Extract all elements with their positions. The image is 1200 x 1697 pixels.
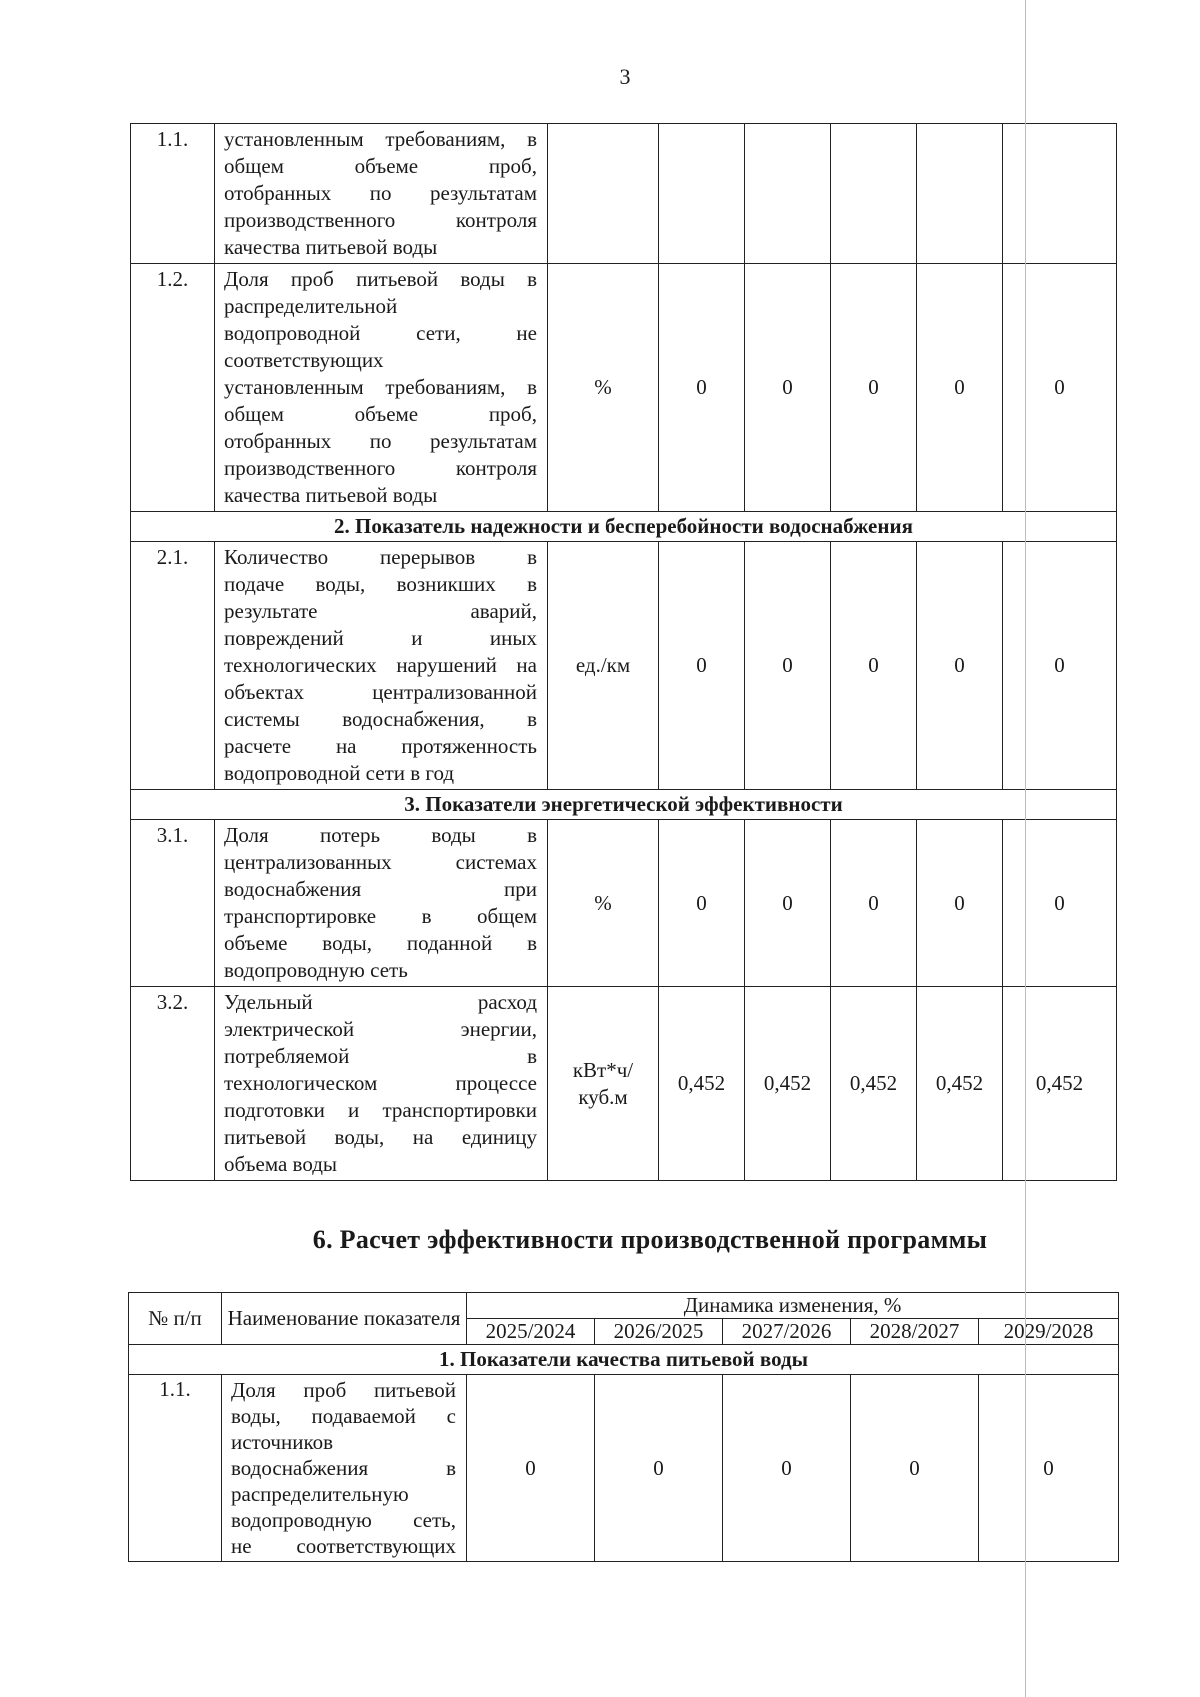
desc-line: питьевой воды, на единицу: [224, 1125, 537, 1149]
table-row: [131, 124, 1117, 264]
section-header-row: [131, 512, 1117, 542]
desc-line: технологических нарушений на: [224, 653, 537, 677]
desc-line: потребляемой в: [224, 1044, 537, 1068]
desc-line: водопроводной сети, не: [224, 321, 537, 345]
desc-line: производственного контроля: [224, 456, 537, 480]
row-number: 3.1.: [131, 820, 215, 987]
efficiency-table: [128, 1292, 1119, 1562]
value-cell: 0: [917, 542, 1003, 790]
desc-line: водопроводной сети в год: [224, 761, 455, 785]
row-description: [215, 987, 548, 1181]
desc-line: установленным требованиям, в: [224, 127, 537, 151]
desc-line: водопроводную сеть,: [231, 1508, 456, 1532]
unit-cell: кВт*ч/ куб.м: [548, 987, 659, 1181]
binding-line: [1025, 0, 1026, 1697]
header-period: 2026/2025: [595, 1319, 723, 1345]
desc-line: расчете на протяженность: [224, 734, 537, 758]
unit-cell: ед./км: [548, 542, 659, 790]
header-dynamics: Динамика изменения, %: [467, 1293, 1119, 1319]
desc-line: не соответствующих: [231, 1534, 456, 1558]
desc-line: результате аварий,: [224, 599, 537, 623]
value-cell: 0: [1003, 542, 1117, 790]
header-period: 2029/2028: [979, 1319, 1119, 1345]
desc-line: Удельный расход: [224, 990, 537, 1014]
section-6-title: 6. Расчет эффективности производственной программы: [312, 1225, 988, 1254]
table-row: [129, 1375, 1119, 1562]
desc-line: установленным требованиям, в: [224, 375, 537, 399]
desc-line: Доля проб питьевой: [231, 1378, 456, 1402]
desc-line: качества питьевой воды: [224, 235, 438, 259]
value-cell: 0: [659, 820, 745, 987]
desc-line: соответствующих: [224, 348, 384, 372]
table-row: [131, 542, 1117, 790]
header-name: Наименование показателя: [222, 1293, 467, 1345]
table-row: [131, 264, 1117, 512]
desc-line: объектах централизованной: [224, 680, 537, 704]
row-number: 3.2.: [131, 987, 215, 1181]
table-row: [131, 820, 1117, 987]
desc-line: водоснабжения при: [224, 877, 537, 901]
row-number: 2.1.: [131, 542, 215, 790]
desc-line: объеме воды, поданной в: [224, 931, 537, 955]
desc-line: качества питьевой воды: [224, 483, 438, 507]
desc-line: подаче воды, возникших в: [224, 572, 537, 596]
value-cell: [917, 124, 1003, 264]
value-cell: [1003, 124, 1117, 264]
header-number: № п/п: [129, 1293, 222, 1345]
desc-line: Количество перерывов в: [224, 545, 537, 569]
section-header: 3. Показатели энергетической эффективности: [131, 790, 1117, 820]
value-cell: 0: [595, 1375, 723, 1562]
value-cell: 0: [917, 264, 1003, 512]
desc-line: централизованных системах: [224, 850, 537, 874]
desc-line: распределительную: [231, 1482, 409, 1506]
value-cell: 0: [831, 820, 917, 987]
value-cell: 0: [1003, 264, 1117, 512]
unit-cell: %: [548, 264, 659, 512]
desc-line: общем объеме проб,: [224, 154, 537, 178]
row-description: [215, 820, 548, 987]
value-cell: 0,452: [745, 987, 831, 1181]
desc-line: водопроводную сеть: [224, 958, 408, 982]
value-cell: 0,452: [659, 987, 745, 1181]
page-number: 3: [619, 64, 631, 89]
value-cell: 0: [723, 1375, 851, 1562]
value-cell: 0: [979, 1375, 1119, 1562]
value-cell: 0: [745, 264, 831, 512]
desc-line: объема воды: [224, 1152, 338, 1176]
value-cell: 0,452: [917, 987, 1003, 1181]
desc-line: отобранных по результатам: [224, 181, 537, 205]
desc-line: источников: [231, 1430, 334, 1454]
unit-cell: %: [548, 820, 659, 987]
desc-line: Доля проб питьевой воды в: [224, 267, 537, 291]
value-cell: 0: [659, 542, 745, 790]
desc-line: повреждений и иных: [224, 626, 537, 650]
value-cell: 0: [659, 264, 745, 512]
row-number: 1.2.: [131, 264, 215, 512]
row-description: [215, 264, 548, 512]
row-description: [222, 1375, 467, 1562]
desc-line: воды, подаваемой с: [231, 1404, 456, 1428]
header-period: 2028/2027: [851, 1319, 979, 1345]
indicators-table: [130, 123, 1117, 1181]
desc-line: производственного контроля: [224, 208, 537, 232]
value-cell: [745, 124, 831, 264]
table-row: [131, 987, 1117, 1181]
desc-line: электрической энергии,: [224, 1017, 537, 1041]
value-cell: 0: [851, 1375, 979, 1562]
header-period: 2025/2024: [467, 1319, 595, 1345]
row-description: [215, 124, 548, 264]
desc-line: транспортировке в общем: [224, 904, 537, 928]
value-cell: 0,452: [1003, 987, 1117, 1181]
value-cell: 0: [831, 542, 917, 790]
section-header: 1. Показатели качества питьевой воды: [129, 1345, 1119, 1375]
value-cell: 0: [745, 820, 831, 987]
desc-line: общем объеме проб,: [224, 402, 537, 426]
row-number: 1.1.: [129, 1375, 222, 1562]
value-cell: [831, 124, 917, 264]
value-cell: 0: [467, 1375, 595, 1562]
value-cell: 0: [917, 820, 1003, 987]
desc-line: системы водоснабжения, в: [224, 707, 537, 731]
value-cell: 0: [1003, 820, 1117, 987]
desc-line: технологическом процессе: [224, 1071, 537, 1095]
desc-line: подготовки и транспортировки: [224, 1098, 537, 1122]
value-cell: [659, 124, 745, 264]
unit-cell: [548, 124, 659, 264]
section-header-row: [131, 790, 1117, 820]
value-cell: 0: [745, 542, 831, 790]
row-number: 1.1.: [131, 124, 215, 264]
desc-line: водоснабжения в: [231, 1456, 456, 1480]
desc-line: отобранных по результатам: [224, 429, 537, 453]
section-header: 2. Показатель надежности и бесперебойности водоснабжения: [131, 512, 1117, 542]
header-period: 2027/2026: [723, 1319, 851, 1345]
value-cell: 0: [831, 264, 917, 512]
value-cell: 0,452: [831, 987, 917, 1181]
desc-line: Доля потерь воды в: [224, 823, 537, 847]
desc-line: распределительной: [224, 294, 398, 318]
row-description: [215, 542, 548, 790]
